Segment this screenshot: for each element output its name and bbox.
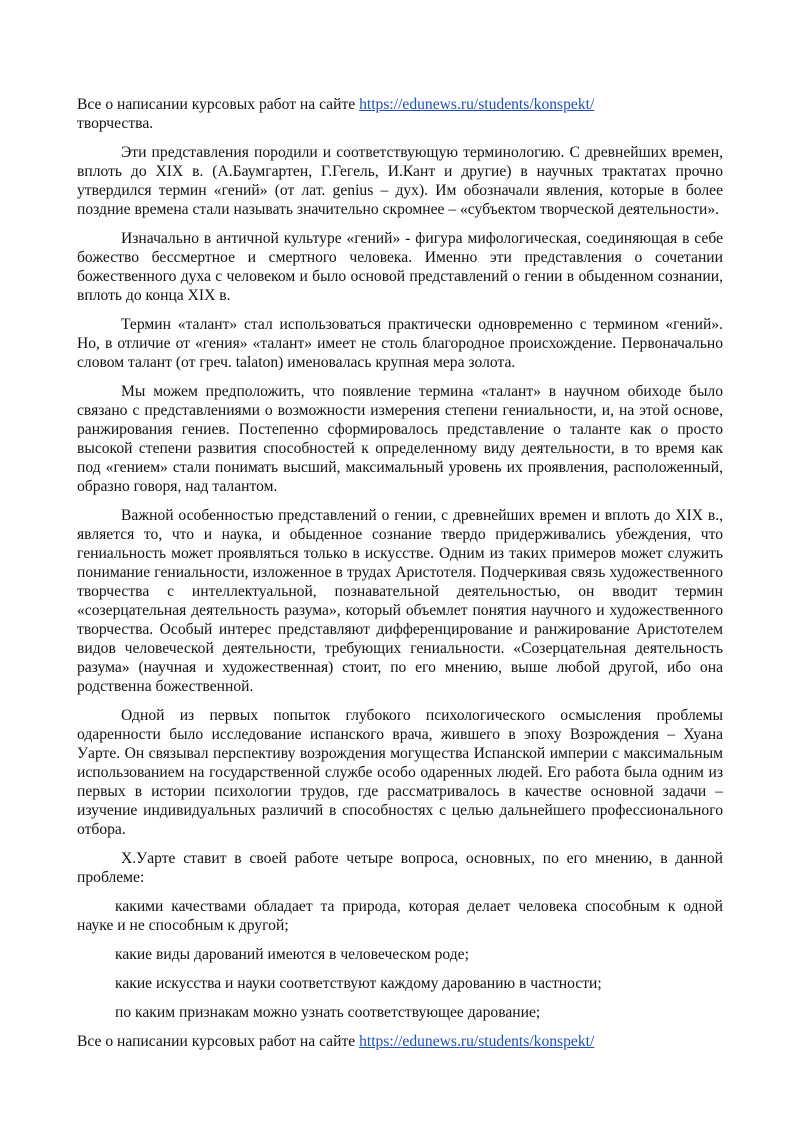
header-link[interactable]: https://edunews.ru/students/konspekt/ (359, 96, 595, 113)
paragraph-6: Одной из первых попыток глубокого психологического осмысления проблемы одаренности было исследование испанского врача, жившего в эпоху Возрождения – Хуана Уарте. Он связывал перспективу возрождения могущества Испанской империи с максимальным использованием на государственной службе особо одаренных людей. Его работа была одним из первых в истории психологии трудов, где рассматривалось в качестве основной задачи – изучение индивидуальных различий в способностях с целью дальнейшего профессионального отбора. (77, 707, 723, 838)
list-item-3: какие искусства и науки соответствуют каждому дарованию в частности; (115, 975, 602, 992)
paragraph-5: Важной особенностью представлений о гении, с древнейших времен и вплоть до XIX в., является то, что и наука, и обыденное сознание твердо придерживались убеждения, что гениальность может проявляться только в искусстве. Одним из таких примеров может служить понимание гениальности, изложенное в трудах Аристотеля. Подчеркивая связь художественного творчества с интеллектуальной, познавательной деятельностью, он вводит термин «созерцательная деятельность разума», который объемлет понятия научного и художественного творчества. Особый интерес представляют дифференцирование и ранжирование Аристотелем видов человеческой деятельности, требующих гениальности. «Созерцательная деятельность разума» (научная и художественная) стоит, по его мнению, выше любой другой, ибо она родственна божественной. (77, 507, 723, 695)
paragraph-7: Х.Уарте ставит в своей работе четыре вопроса, основных, по его мнению, в данной проблеме: (77, 850, 723, 886)
list-item-4: по каким признакам можно узнать соответствующее дарование; (115, 1004, 541, 1021)
paragraph-1: Эти представления породили и соответствующую терминологию. С древнейших времен, вплоть до XIX в. (А.Баумгартен, Г.Гегель, И.Кант и другие) в научных трактатах прочно утвердился термин «гений» (от лат. genius – дух). Им обозначали явления, которые в более поздние времена стали называть значительно скромнее – «субъектом творческой деятельности». (77, 144, 723, 218)
header-line (77, 95, 723, 114)
footer-prefix: Все о написании курсовых работ на сайте (77, 1033, 360, 1050)
paragraph-2: Изначально в античной культуре «гений» - фигура мифологическая, соединяющая в себе божество бессмертное и смертного человека. Именно эти представления о сочетании божественного духа с человеком и было основой представлений о гении в обыденном сознании, вплоть до конца XIX в. (77, 230, 723, 304)
paragraph-4: Мы можем предположить, что появление термина «талант» в научном обиходе было связано с представлениями о возможности измерения степени гениальности, и, на этой основе, ранжирования гениев. Постепенно сформировалось представление о таланте как о просто высокой степени развития способностей к определенному виду деятельности, в то время как под «гением» стали понимать высший, максимальный уровень их проявления, расположенный, образно говоря, над талантом. (77, 383, 723, 495)
list-item-2: какие виды дарований имеются в человеческом роде; (115, 946, 469, 963)
footer-line (77, 1032, 723, 1051)
continued-text: творчества. (77, 115, 154, 132)
footer-link[interactable]: https://edunews.ru/students/konspekt/ (359, 1033, 595, 1050)
list-item-1: какими качествами обладает та природа, которая делает человека способным к одной науке и не способным к другой; (77, 898, 723, 934)
paragraph-3: Термин «талант» стал использоваться практически одновременно с термином «гений». Но, в отличие от «гения» «талант» имеет не столь благородное происхождение. Первоначально словом талант (от греч. talaton) именовалась крупная мера золота. (77, 316, 723, 371)
header-prefix: Все о написании курсовых работ на сайте (77, 96, 360, 113)
document-page (77, 95, 723, 1051)
